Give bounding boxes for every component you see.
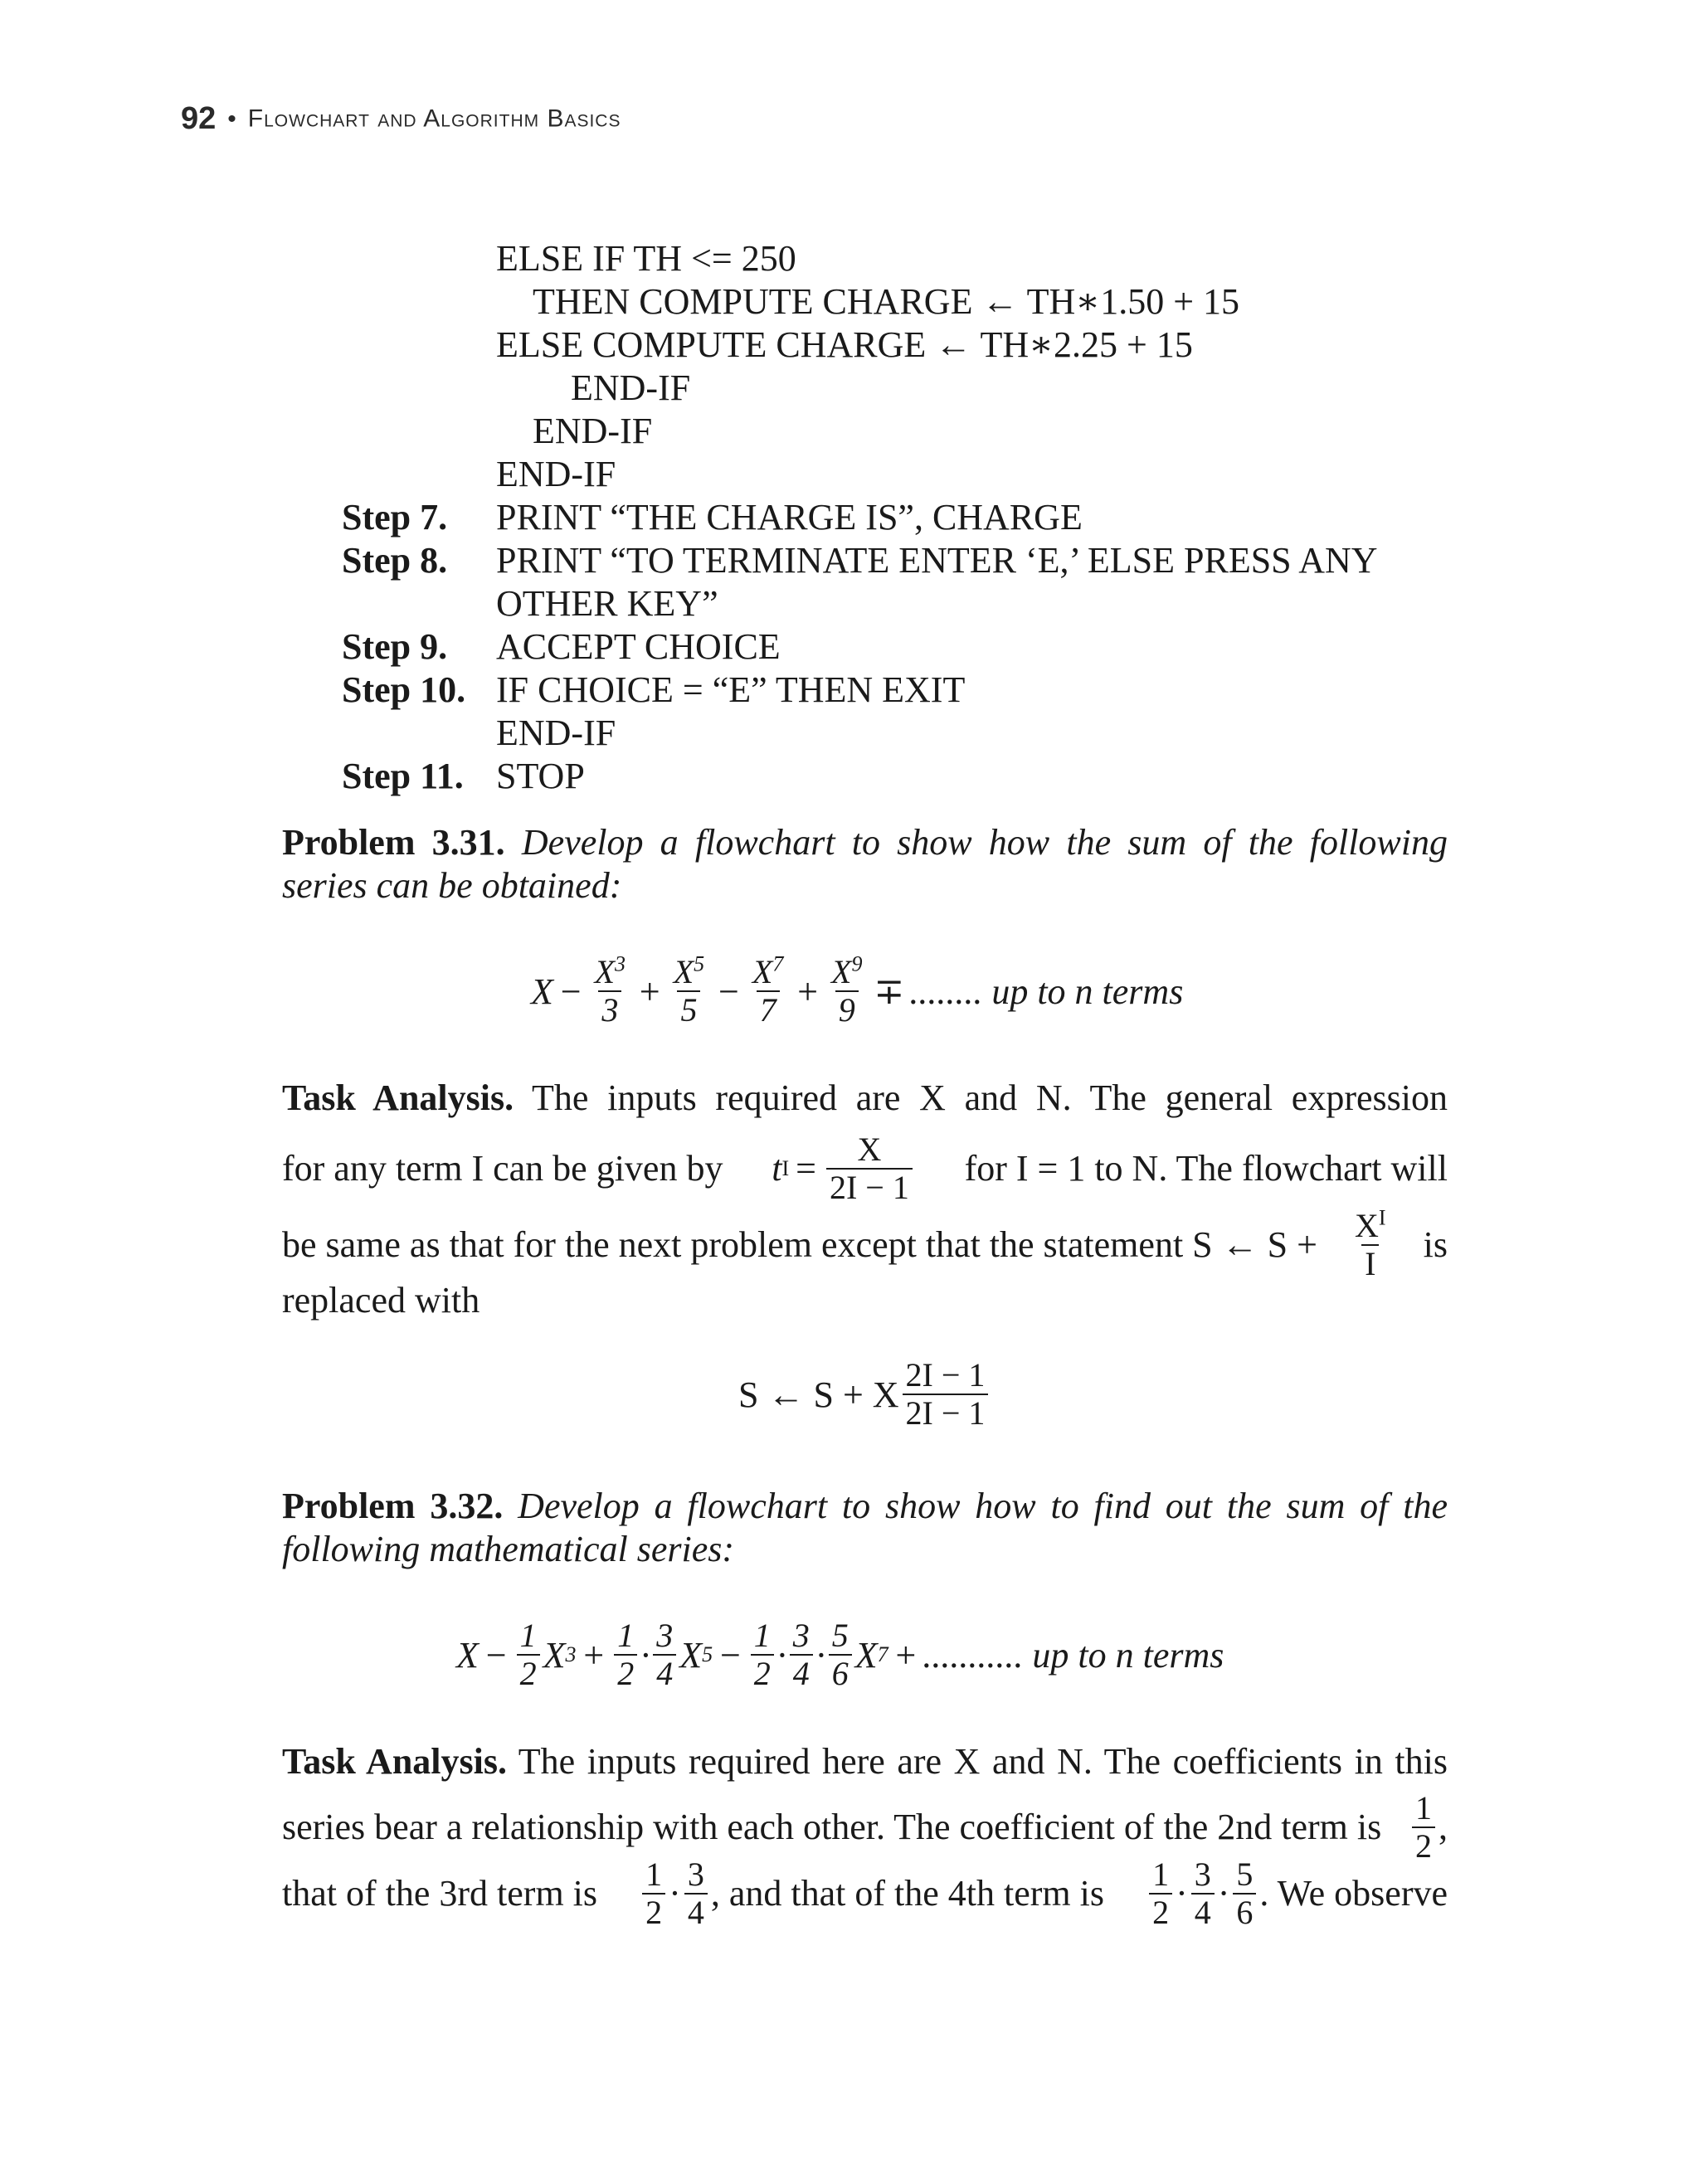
general-term-fraction — [826, 1131, 913, 1206]
op-minus: − — [557, 970, 583, 1012]
problem-3-32-text: Develop a flowchart to show how to find out the sum of the — [518, 1486, 1448, 1526]
op-dot: · — [1176, 1873, 1188, 1914]
series-x: X — [531, 970, 553, 1012]
op-dot: · — [669, 1873, 681, 1914]
task-analysis-1-label: Task Analysis. — [282, 1077, 514, 1118]
frac-den: 4 — [653, 1654, 676, 1692]
line3-mid: , and that of the 4th term is — [710, 1873, 1104, 1914]
term-num: X — [752, 953, 773, 990]
term-exp: 7 — [772, 951, 784, 976]
line2-pre: for any term I can be given by — [282, 1148, 723, 1189]
problem-3-31 — [282, 821, 1448, 907]
term-den: 5 — [677, 990, 700, 1029]
term-x7-over-7 — [749, 951, 786, 1029]
coef-1-2 — [614, 1617, 637, 1692]
problem-3-32-label: Problem 3.32. — [282, 1486, 504, 1526]
coef-3rd-term — [639, 1856, 1104, 1931]
frac-num: 1 — [519, 1617, 537, 1654]
frac-3-4 — [1191, 1856, 1215, 1931]
task-analysis-1-line1: The inputs required are X and N. The general expression — [532, 1077, 1448, 1118]
term-den: 9 — [835, 990, 859, 1029]
frac-num: 1 — [645, 1856, 663, 1893]
frac-den: 2I − 1 — [826, 1168, 913, 1206]
line3-post: . We observe — [1259, 1873, 1448, 1914]
term-num: X — [831, 953, 852, 990]
op-minus: − — [716, 970, 741, 1012]
frac-num: X — [857, 1131, 882, 1168]
problem-3-31-text: Develop a flowchart to show how the sum of the following — [521, 822, 1448, 863]
term-exp: 3 — [615, 951, 626, 976]
term-num: X — [594, 953, 616, 990]
coef-5-6 — [829, 1617, 852, 1692]
step-9-label: Step 9. — [342, 626, 448, 667]
term-expression: t I = $\frac{X}{2I - 1}$ — [772, 1131, 916, 1206]
problem-3-32-text-cont: following mathematical series: — [282, 1529, 735, 1569]
problem-3-32 — [282, 1485, 1448, 1571]
formula-fraction — [903, 1357, 989, 1432]
series-3-32: X − $\frac{1}{2}$ X 3 + $\frac{1}{2}$ · $\frac{3}{4}$ X 5 − $\frac{1}{2}$ · $\frac{3}{4}$ · $\frac{5}{6}$ X 7 + ........... up to n terms — [456, 1617, 1224, 1692]
coef-1-2 — [517, 1617, 540, 1692]
coef-3-4 — [653, 1617, 676, 1692]
series-x: X — [679, 1634, 703, 1676]
problem-3-31-text-cont: series can be obtained: — [282, 865, 622, 906]
alg-line-2: THEN COMPUTE CHARGE ← TH∗1.50 + 15 — [533, 281, 1240, 322]
frac-den: 6 — [829, 1654, 852, 1692]
running-title: Flowchart and Algorithm Basics — [247, 105, 621, 133]
coef-2nd-term — [1409, 1790, 1448, 1865]
series-tail: ........ up to n terms — [909, 970, 1184, 1012]
frac-5-6 — [1233, 1856, 1256, 1931]
coef-1-2 — [751, 1617, 774, 1692]
term-x3-over-3 — [591, 951, 629, 1029]
term-num: X — [673, 953, 694, 990]
step-11-label: Step 11. — [342, 756, 464, 796]
frac-sup: I — [1378, 1205, 1386, 1230]
step-10-text: IF CHOICE = “E” THEN EXIT — [496, 669, 966, 710]
op-dot: · — [815, 1634, 825, 1676]
task-analysis-2-label: Task Analysis. — [282, 1741, 507, 1782]
task-analysis-1-line3 — [282, 1205, 1448, 1282]
step-8-label: Step 8. — [342, 540, 448, 581]
step-11-text: STOP — [496, 756, 585, 796]
step-7-text: PRINT “THE CHARGE IS”, CHARGE — [496, 497, 1083, 537]
op-equals: = — [796, 1148, 816, 1189]
line3-pre: be same as that for the next problem except that the statement S ← S + — [282, 1224, 1317, 1265]
line3-pre: that of the 3rd term is — [282, 1873, 598, 1914]
series-tail: ........... up to n terms — [923, 1634, 1224, 1676]
frac-num: 1 — [617, 1617, 635, 1654]
alg-line-3: ELSE COMPUTE CHARGE ← TH∗2.25 + 15 — [496, 324, 1193, 365]
coef-4th-term — [1146, 1856, 1448, 1931]
frac-den: 2 — [751, 1654, 774, 1692]
frac-num: 3 — [792, 1617, 810, 1654]
frac-num: 2I − 1 — [905, 1356, 986, 1394]
term-x5-over-5 — [670, 951, 708, 1029]
op-dot: · — [640, 1634, 650, 1676]
task-analysis-2-line3 — [282, 1856, 1448, 1931]
task-analysis-1-line2 — [282, 1131, 1448, 1206]
task-analysis-2-line1: The inputs required here are X and N. The coefficients in this — [518, 1741, 1448, 1782]
task-analysis-2-line2 — [282, 1790, 1448, 1865]
term-x9-over-9 — [828, 951, 865, 1029]
frac-den: 2 — [1412, 1826, 1435, 1865]
problem-3-31-label: Problem 3.31. — [282, 822, 505, 863]
line4: replaced with — [282, 1280, 480, 1321]
coef-3-4 — [790, 1617, 813, 1692]
xi-over-i-fraction — [1351, 1205, 1390, 1282]
step-8-text: PRINT “TO TERMINATE ENTER ‘E,’ ELSE PRESS ANY — [496, 540, 1378, 581]
frac-den: 2 — [517, 1654, 540, 1692]
line2-post: for I = 1 to N. The flowchart will — [964, 1148, 1448, 1189]
op-dot: · — [1217, 1873, 1230, 1914]
step-7-label: Step 7. — [342, 497, 448, 537]
alg-line-1: ELSE IF TH <= 250 — [496, 238, 796, 279]
formula-pre: S ← S + X — [738, 1374, 899, 1415]
step-10-text-cont: END-IF — [496, 713, 616, 753]
term-den: 7 — [757, 990, 780, 1029]
line2-post: , — [1439, 1807, 1448, 1847]
step-8-text-cont: OTHER KEY” — [496, 583, 718, 624]
op-minus: − — [718, 1634, 742, 1676]
frac-den: 4 — [790, 1654, 813, 1692]
line3-post: is — [1423, 1224, 1448, 1265]
task-analysis-1-line4 — [282, 1279, 1448, 1322]
step-9-text: ACCEPT CHOICE — [496, 626, 781, 667]
frac-3-4 — [684, 1856, 708, 1931]
op-dot: · — [776, 1634, 786, 1676]
term-den: 3 — [598, 990, 621, 1029]
frac-num: 5 — [831, 1617, 849, 1654]
series-3-31 — [531, 951, 1184, 1029]
op-plus: + — [581, 1634, 606, 1676]
frac-1-2 — [1149, 1856, 1172, 1931]
series-x: X — [543, 1634, 566, 1676]
series-x: X — [854, 1634, 878, 1676]
alg-line-6: END-IF — [496, 454, 616, 494]
frac-den: 2 — [1149, 1893, 1172, 1931]
term-exp: 9 — [851, 951, 863, 976]
series-x: X — [456, 1634, 479, 1676]
frac-num: 1 — [1152, 1856, 1170, 1893]
frac-1-2 — [1412, 1790, 1435, 1865]
step-10-label: Step 10. — [342, 669, 466, 710]
op-plus: + — [893, 1634, 918, 1676]
frac-num: 1 — [1415, 1789, 1432, 1826]
line2-pre: series bear a relationship with each other. The coefficient of the 2nd term is — [282, 1807, 1382, 1847]
task-analysis-2 — [282, 1740, 1448, 1783]
running-header — [181, 101, 621, 151]
frac-den: 4 — [684, 1893, 708, 1931]
frac-num: 3 — [1194, 1856, 1211, 1893]
replacement-formula — [738, 1357, 991, 1432]
task-analysis-1 — [282, 1077, 1448, 1120]
header-separator: • — [227, 105, 236, 133]
op-minus: − — [483, 1634, 509, 1676]
frac-num: 5 — [1236, 1856, 1254, 1893]
frac-num: 3 — [687, 1856, 704, 1893]
frac-num: 1 — [753, 1617, 771, 1654]
frac-num: 3 — [656, 1617, 674, 1654]
op-plus: + — [637, 970, 662, 1012]
op-minus-plus: ∓ — [874, 970, 905, 1012]
frac-den: 4 — [1191, 1893, 1215, 1931]
term-exp: 5 — [694, 951, 705, 976]
frac-den: 2 — [614, 1654, 637, 1692]
frac-den: 6 — [1233, 1893, 1256, 1931]
frac-1-2 — [642, 1856, 665, 1931]
alg-line-4: END-IF — [571, 367, 691, 408]
alg-line-5: END-IF — [533, 411, 653, 451]
page-number: 92 — [181, 101, 217, 136]
frac-den: 2I − 1 — [903, 1394, 989, 1432]
frac-den: I — [1361, 1244, 1379, 1282]
frac-den: 2 — [642, 1893, 665, 1931]
op-plus: + — [795, 970, 820, 1012]
term-t: t — [772, 1148, 782, 1189]
frac-num: X — [1355, 1207, 1379, 1244]
